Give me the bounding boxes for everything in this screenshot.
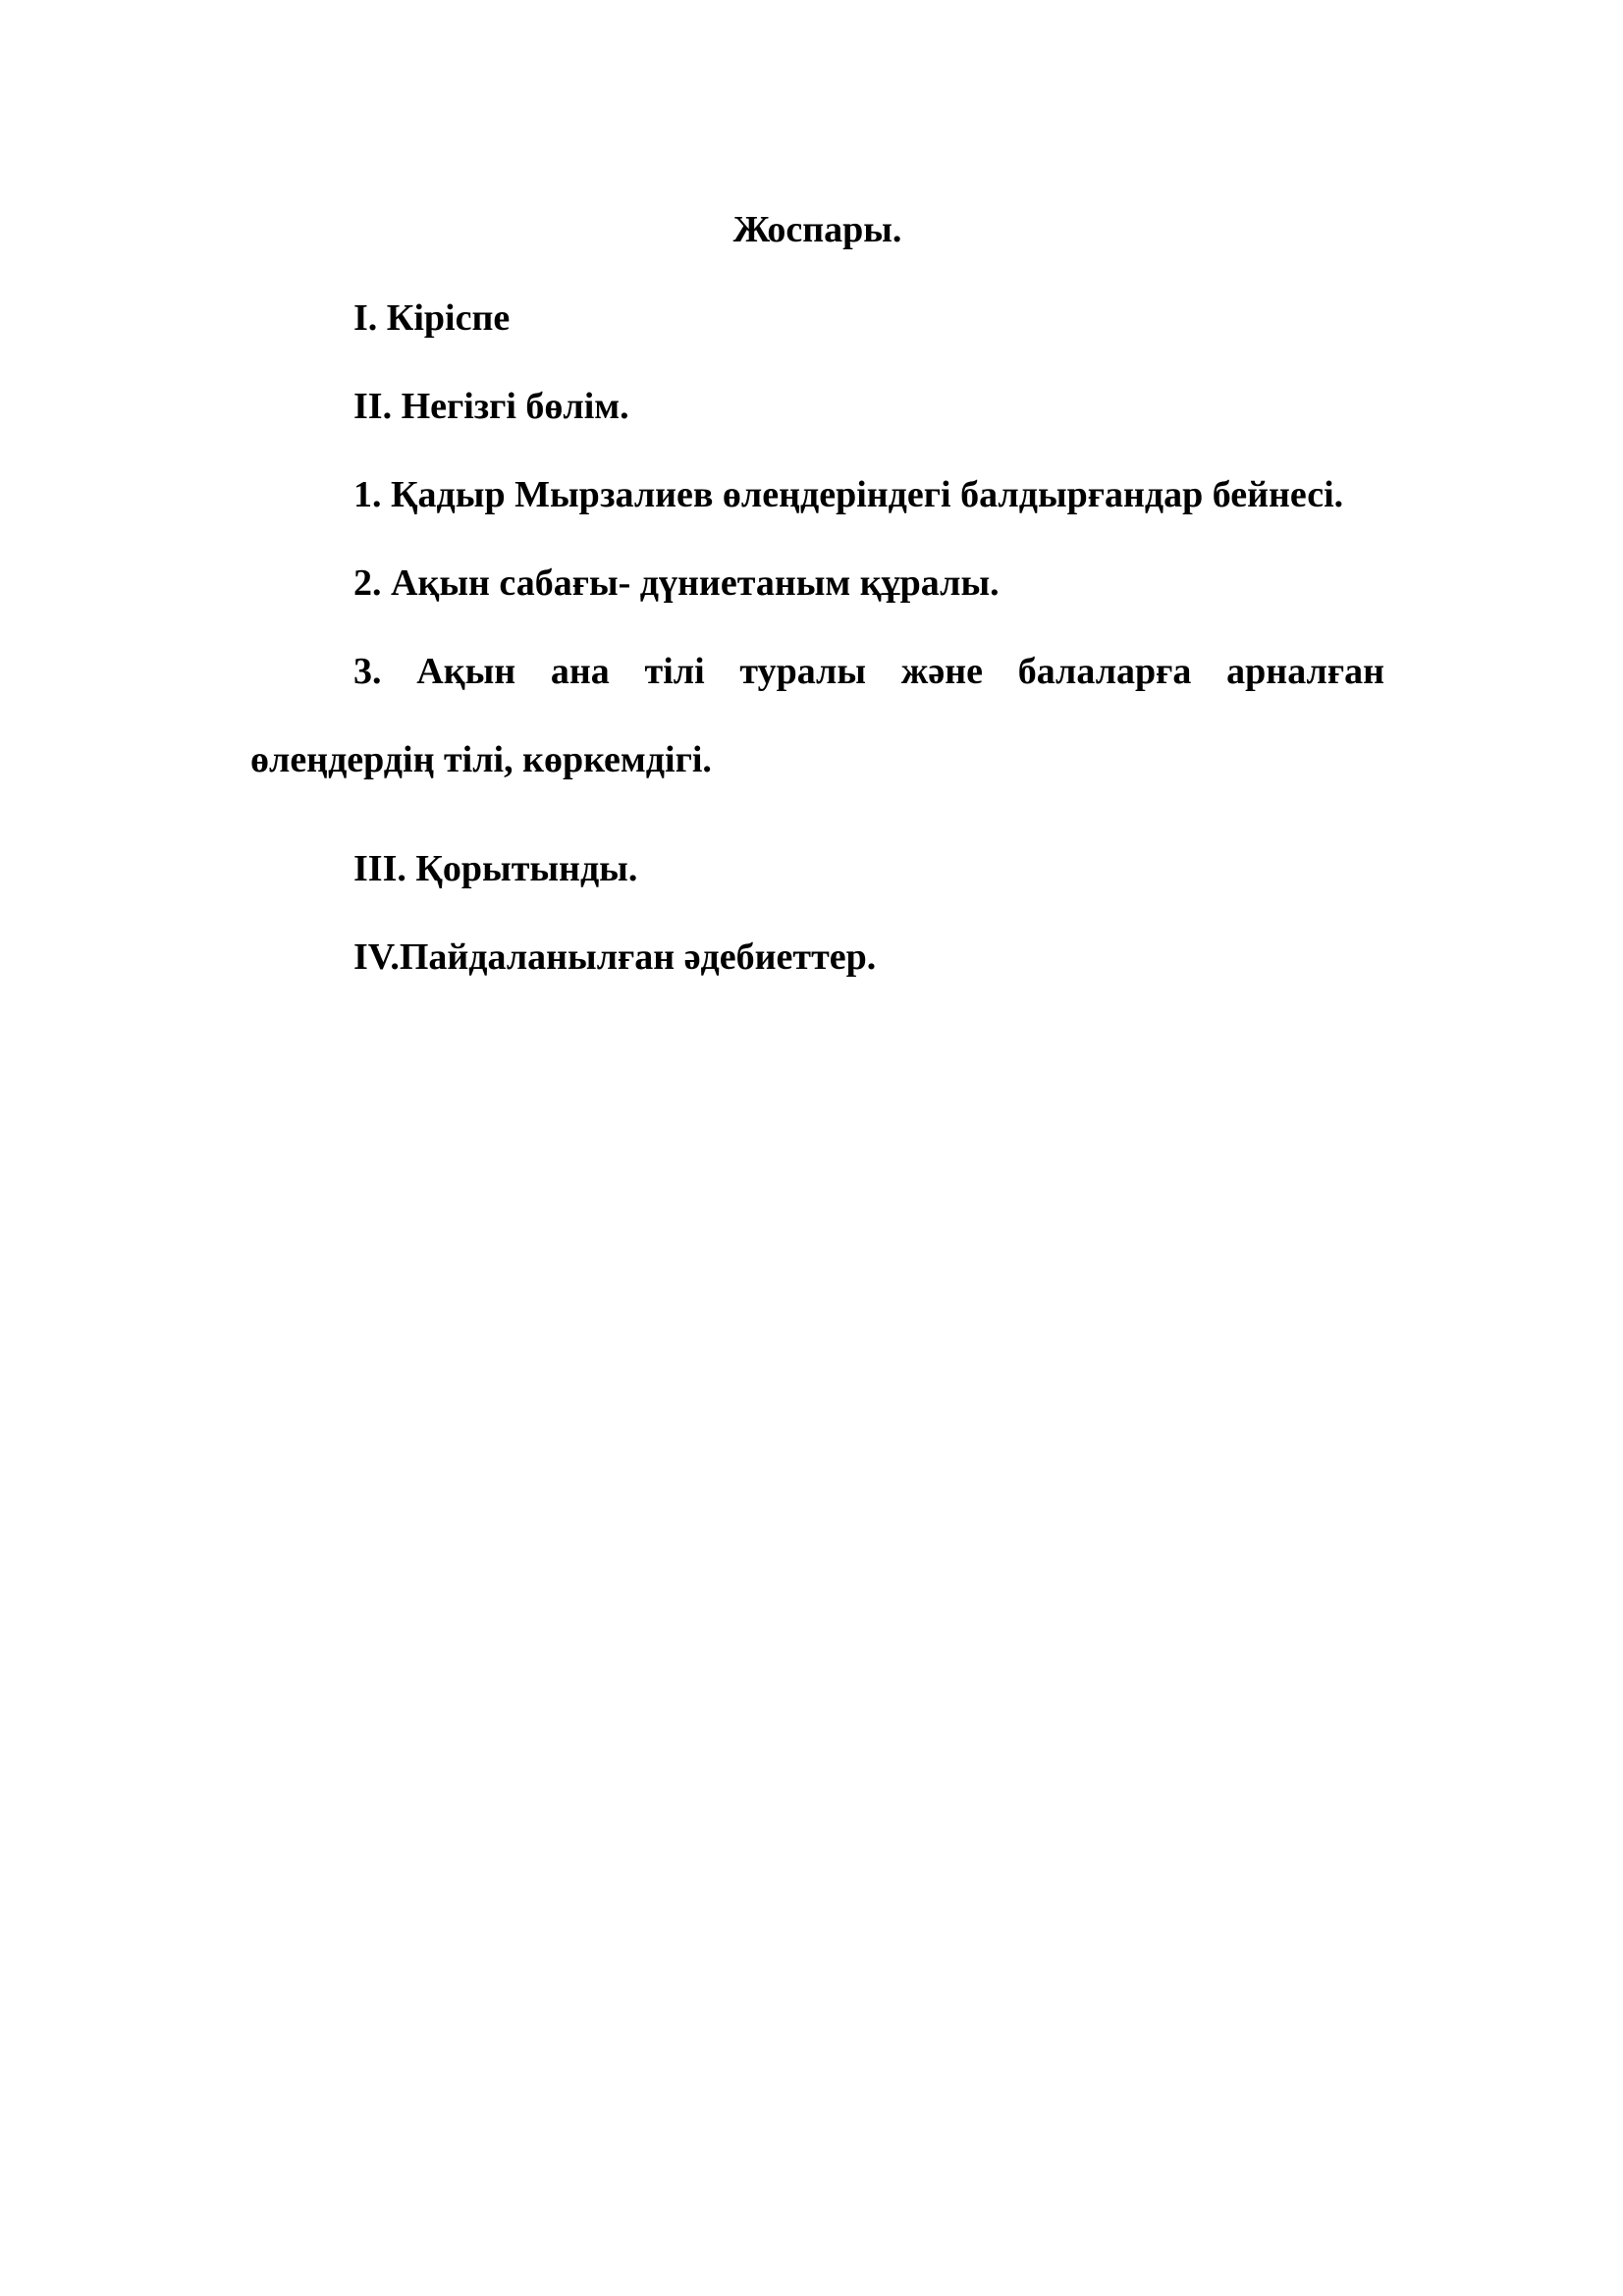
- plan-item-main-part: II. Негізгі бөлім.: [353, 386, 629, 427]
- plan-item-references: IV.Пайдаланылған әдебиеттер.: [353, 936, 877, 978]
- plan-item-3: [250, 627, 1384, 804]
- plan-item-1: 1. Қадыр Мырзалиев өлеңдеріндегі балдырғандар бейнесі.: [353, 474, 1344, 515]
- document-title: Жоспары.: [732, 209, 902, 250]
- plan-item-conclusion: III. Қорытынды.: [353, 848, 638, 889]
- plan-content: [250, 206, 1384, 981]
- plan-item-3-line-1: 3. Ақын ана тілі туралы және балаларға арналған: [353, 651, 1384, 692]
- plan-item-introduction: I. Кіріспе: [353, 297, 511, 339]
- plan-item-2: 2. Ақын сабағы- дүниетаным құралы.: [353, 562, 1000, 604]
- plan-item-3-line-2: өлеңдердің тілі, көркемдігі.: [250, 739, 712, 780]
